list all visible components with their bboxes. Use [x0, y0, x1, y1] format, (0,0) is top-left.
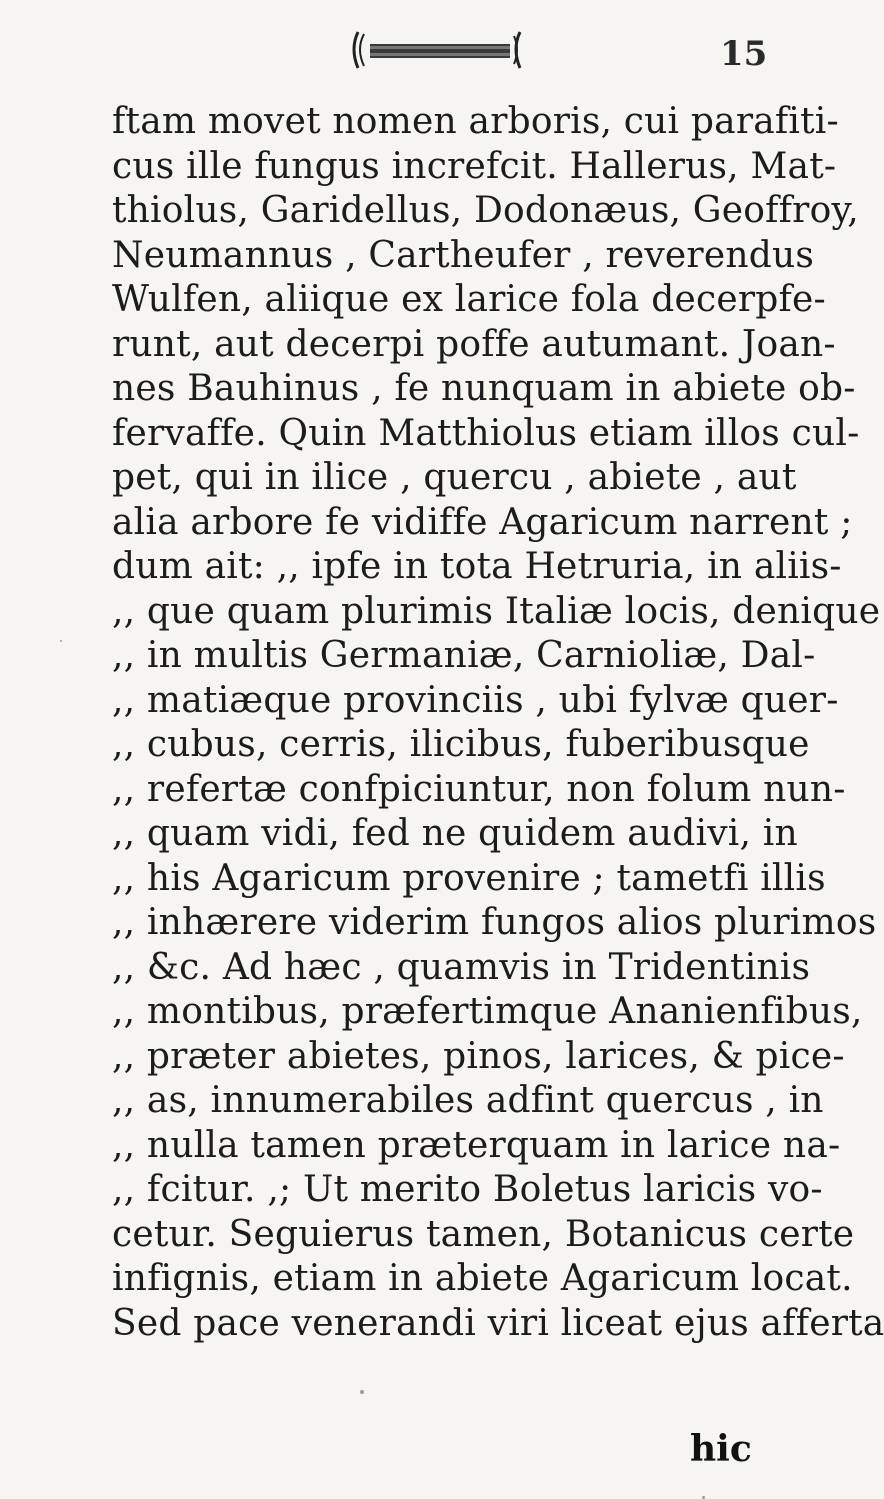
page-header — [0, 18, 800, 78]
text-line: ,, præter abietes, pinos, larices, & pice- — [112, 1035, 845, 1077]
text-line: ,, &c. Ad hæc , quamvis in Tridentinis — [112, 946, 811, 988]
text-line: ,, inhærere viderim fungos alios plurimos — [112, 902, 877, 943]
text-line: thiolus, Garidellus, Dodonæus, Geoffroy, — [112, 190, 859, 231]
text-line: dum ait: ,, ipfe in tota Hetruria, in aliis- — [112, 546, 842, 587]
catchword: hic — [690, 1428, 752, 1470]
text-line: alia arbore fe vidiffe Agaricum narrent ; — [112, 501, 853, 543]
text-line: ,, fcitur. ,; Ut merito Boletus laricis vo- — [112, 1169, 823, 1210]
text-line: ,, quam vidi, fed ne quidem audivi, in — [112, 813, 798, 854]
text-line: ,, refertæ confpiciuntur, non folum nun- — [112, 768, 846, 810]
text-line: fervaffe. Quin Matthiolus etiam illos cul- — [112, 412, 860, 454]
text-line: ,, matiæque provinciis , ubi fylvæ quer- — [112, 679, 839, 721]
text-line: infignis, etiam in abiete Agaricum locat. — [112, 1258, 853, 1299]
text-line: ,, montibus, præfertimque Ananienfibus, — [112, 991, 863, 1032]
text-line: ftam movet nomen arboris, cui parafiti- — [112, 101, 839, 142]
text-line: ,, his Agaricum provenire ; tametfi illis — [112, 857, 826, 899]
page-number: 15 — [720, 34, 768, 74]
text-line: cetur. Seguierus tamen, Botanicus certe — [112, 1213, 855, 1255]
text-line: ,, cubus, cerris, ilicibus, fuberibusque — [112, 724, 810, 765]
text-line: pet, qui in ilice , quercu , abiete , aut — [112, 457, 797, 498]
text-line: Neumannus , Cartheufer , reverendus — [112, 234, 815, 276]
text-line: nes Bauhinus , fe nunquam in abiete ob- — [112, 368, 856, 409]
text-line: cus ille fungus increfcit. Hallerus, Mat- — [112, 145, 837, 187]
text-line: ,, nulla tamen præterquam in larice na- — [112, 1124, 841, 1166]
text-line: ,, in multis Germaniæ, Carnioliæ, Dal- — [112, 635, 816, 676]
text-line: Wulfen, aliique ex larice fola decerpfe- — [112, 279, 826, 320]
text-line: ,, que quam plurimis Italiæ locis, denique — [112, 590, 881, 632]
latin-paragraph — [112, 100, 884, 1346]
text-line: Sed pace venerandi viri liceat ejus afferta — [112, 1302, 884, 1344]
printer-ornament-icon — [348, 24, 538, 74]
text-line: runt, aut decerpi poffe autumant. Joan- — [112, 323, 836, 365]
text-line: ,, as, innumerabiles adfint quercus , in — [112, 1080, 824, 1121]
